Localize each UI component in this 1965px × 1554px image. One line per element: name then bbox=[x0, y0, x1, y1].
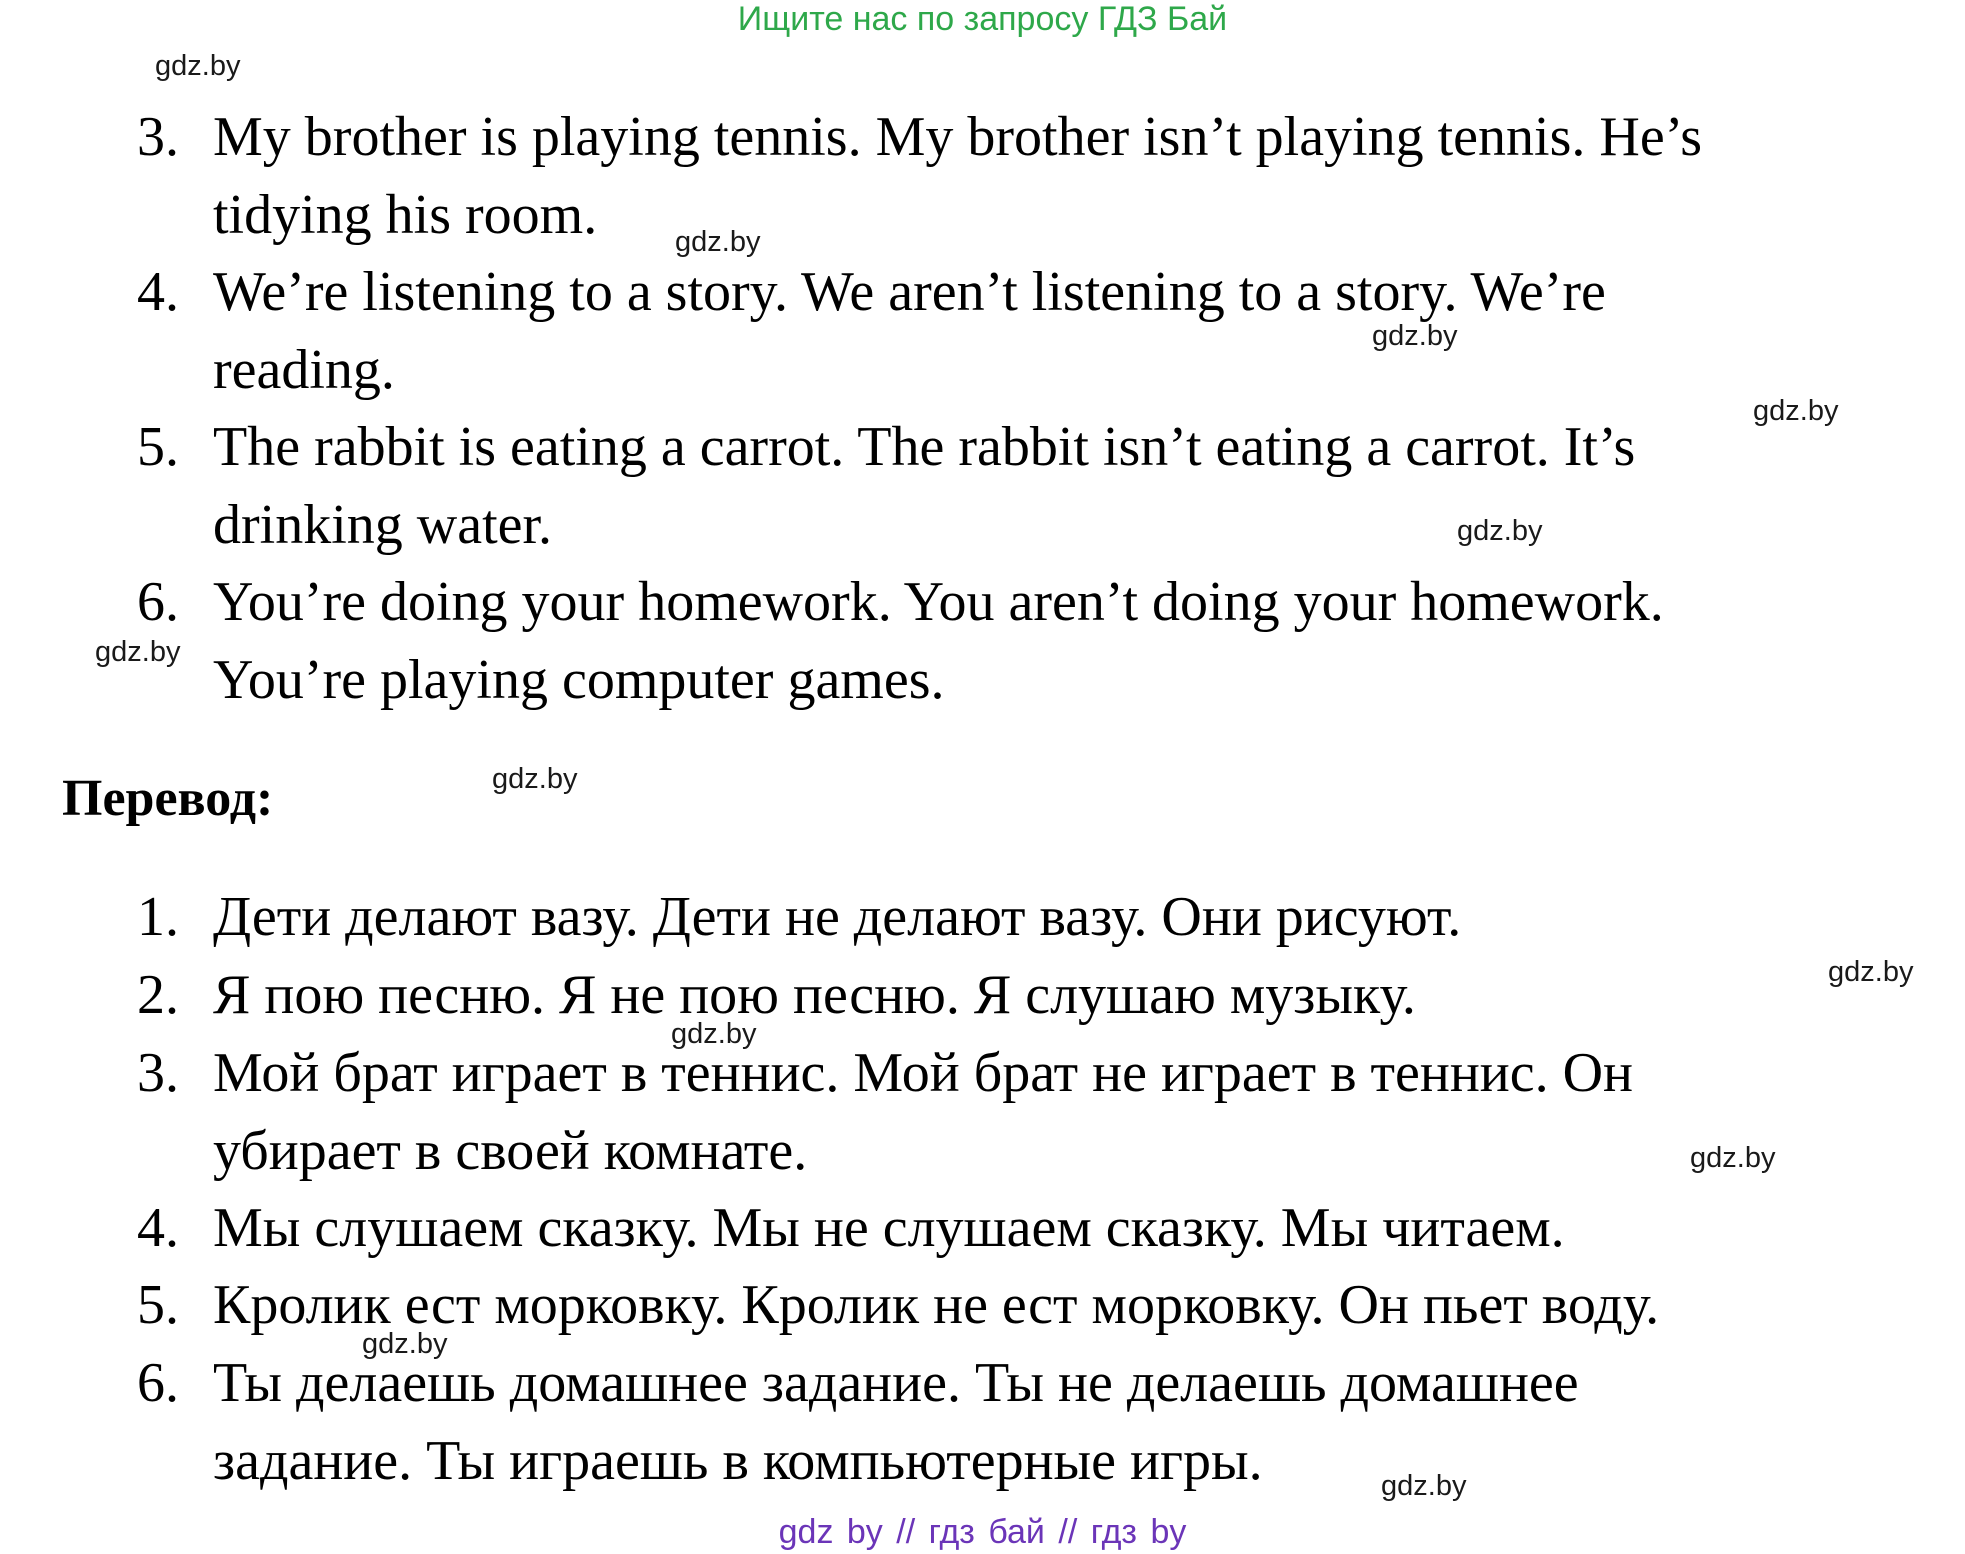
watermark: gdz.by bbox=[1690, 1142, 1776, 1174]
item-text: My brother is playing tennis. My brother isn’t playing tennis. He’s tidying his room. bbox=[213, 106, 1703, 246]
item-number: 5. bbox=[137, 1274, 179, 1336]
item-text: Дети делают вазу. Дети не делают вазу. Они рисуют. bbox=[213, 886, 1462, 948]
item-number: 1. bbox=[137, 886, 179, 948]
top-banner: Ищите нас по запросу ГДЗ Бай bbox=[737, 0, 1228, 38]
watermark: gdz.by bbox=[1372, 320, 1458, 352]
item-text: Кролик ест морковку. Кролик не ест морковку. Он пьет воду. bbox=[213, 1274, 1660, 1336]
watermark: gdz.by bbox=[1753, 395, 1839, 427]
watermark: gdz.by bbox=[1457, 515, 1543, 547]
translation-heading: Перевод: bbox=[62, 770, 274, 827]
item-number: 6. bbox=[137, 1352, 179, 1414]
item-number: 3. bbox=[137, 1042, 179, 1104]
watermark: gdz.by bbox=[155, 50, 241, 82]
watermark: gdz.by bbox=[1828, 956, 1914, 988]
item-text: The rabbit is eating a carrot. The rabbit isn’t eating a carrot. It’s drinking water. bbox=[213, 416, 1636, 556]
watermark: gdz.by bbox=[675, 226, 761, 258]
item-text: We’re listening to a story. We aren’t listening to a story. We’re reading. bbox=[213, 261, 1606, 401]
item-text: You’re doing your homework. You aren’t doing your homework. You’re playing computer games. bbox=[213, 571, 1664, 711]
watermark: gdz.by bbox=[671, 1018, 757, 1050]
item-text: Мы слушаем сказку. Мы не слушаем сказку. Мы читаем. bbox=[213, 1197, 1565, 1259]
item-number: 2. bbox=[137, 964, 179, 1026]
item-number: 5. bbox=[137, 416, 179, 478]
item-text: Мой брат играет в теннис. Мой брат не играет в теннис. Он убирает в своей комнате. bbox=[213, 1042, 1634, 1182]
item-number: 4. bbox=[137, 1197, 179, 1259]
footer-watermark: gdz by // гдз бай // гдз by bbox=[778, 1513, 1187, 1551]
watermark: gdz.by bbox=[492, 763, 578, 795]
item-number: 4. bbox=[137, 261, 179, 323]
item-text: Я пою песню. Я не пою песню. Я слушаю музыку. bbox=[213, 964, 1416, 1026]
item-text: Ты делаешь домашнее задание. Ты не делаешь домашнее задание. Ты играешь в компьютерные игры. bbox=[213, 1352, 1579, 1492]
watermark: gdz.by bbox=[1381, 1470, 1467, 1502]
watermark: gdz.by bbox=[362, 1328, 448, 1360]
watermark: gdz.by bbox=[95, 636, 181, 668]
item-number: 3. bbox=[137, 106, 179, 168]
item-number: 6. bbox=[137, 571, 179, 633]
